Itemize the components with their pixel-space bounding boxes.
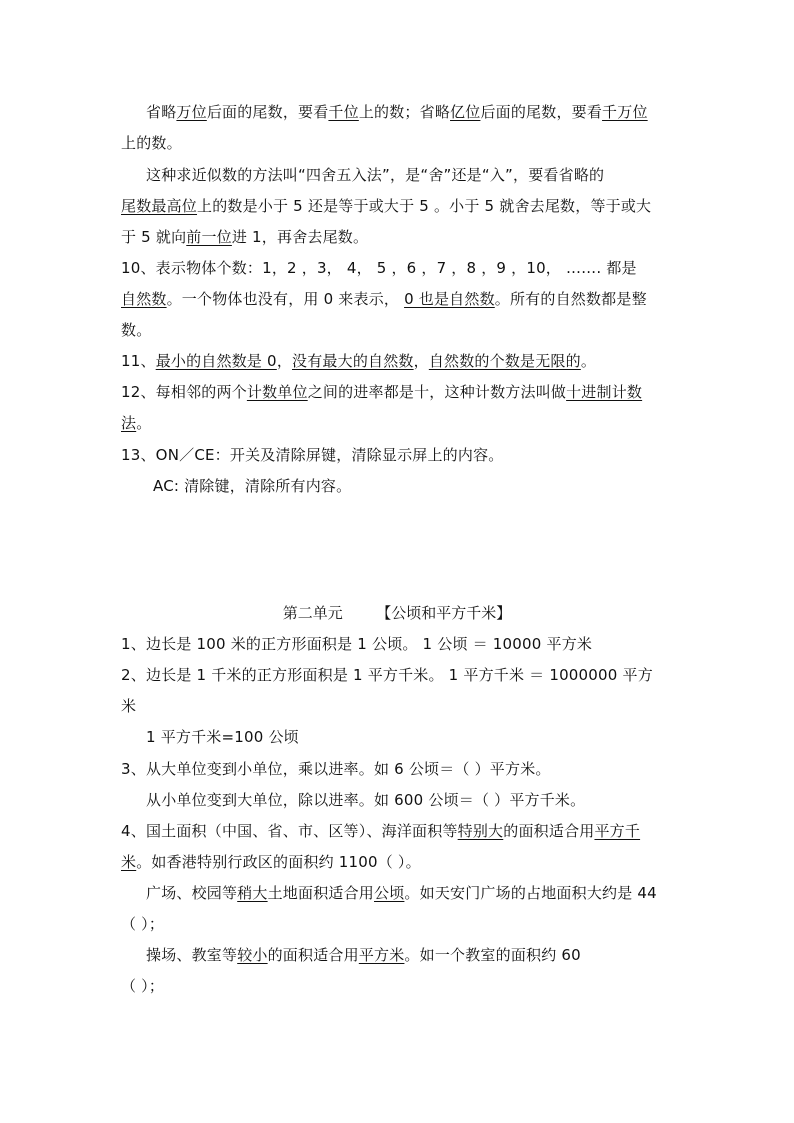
text-span: 。如天安门广场的占地面积大约是 44 xyxy=(404,884,657,902)
text-line xyxy=(146,789,702,811)
text-span: 1、边长是 100 米的正方形面积是 1 公顷。 1 公顷 ＝ 10000 平方米 xyxy=(121,635,593,653)
text-span: 。一个物体也没有，用 0 来表示， xyxy=(166,290,405,308)
text-line xyxy=(121,851,677,873)
underlined-term: 前一位 xyxy=(186,228,232,246)
text-span: 这种求近似数的方法叫“四舍五入法”，是“舍”还是“入”，要看省略的 xyxy=(146,166,605,184)
text-span: ， xyxy=(276,352,293,370)
unit-name: 第二单元 xyxy=(282,604,343,622)
text-line xyxy=(121,288,677,310)
text-span: 。如一个教室的面积约 60 xyxy=(404,946,581,964)
underlined-term: 特别大 xyxy=(457,822,504,840)
text-line xyxy=(121,975,677,997)
text-span: 于 5 就向 xyxy=(121,228,187,246)
underlined-term: 法 xyxy=(121,414,137,432)
text-span: AC: 清除键，清除所有内容。 xyxy=(153,477,352,495)
text-span: 数。 xyxy=(121,321,152,339)
text-line xyxy=(121,913,677,935)
text-span: 的面积适合用 xyxy=(267,946,359,964)
underlined-term: 自然数的个数是无限的 xyxy=(428,352,581,370)
text-line xyxy=(121,195,677,217)
text-span: （ ）； xyxy=(121,977,165,995)
underlined-term: 亿位 xyxy=(450,103,481,121)
text-span: 。如香港特别行政区的面积约 1100（ ）。 xyxy=(136,853,421,871)
text-line-wanwei xyxy=(146,101,702,123)
underlined-term: 较小 xyxy=(237,946,268,964)
unit-item-3 xyxy=(121,758,677,780)
text-span: 上的数。 xyxy=(121,134,182,152)
text-span: 从小单位变到大单位，除以进率。如 600 公顷＝（ ）平方千米。 xyxy=(146,791,586,809)
item-11 xyxy=(121,350,677,372)
text-span: 米 xyxy=(121,697,137,715)
underlined-term: 千位 xyxy=(328,103,359,121)
unit-item-1 xyxy=(121,633,677,655)
underlined-term: 尾数最高位 xyxy=(121,197,198,215)
underlined-term: 万位 xyxy=(176,103,207,121)
underlined-term: 千万位 xyxy=(602,103,648,121)
text-span: 上的数；省略 xyxy=(358,103,451,121)
underlined-term: 稍大 xyxy=(237,884,268,902)
text-span: 4、国土面积（中国、省、市、区等）、海洋面积等 xyxy=(121,822,458,840)
underlined-term: 平方千 xyxy=(594,822,641,840)
text-line-rounding xyxy=(146,164,702,186)
text-span: 省略 xyxy=(146,103,177,121)
text-span: 13、ON／CE：开关及清除屏键，清除显示屏上的内容。 xyxy=(121,446,504,464)
text-span: 11、 xyxy=(121,352,156,370)
text-span: 1 平方千米=100 公顷 xyxy=(146,728,299,746)
underlined-term: 自然数 xyxy=(121,290,167,308)
item-10 xyxy=(121,257,677,279)
text-line-ac xyxy=(153,475,709,497)
text-line xyxy=(121,226,677,248)
text-line xyxy=(146,726,702,748)
text-span: （ ）； xyxy=(121,915,165,933)
underlined-term: 平方米 xyxy=(358,946,405,964)
underlined-term: 最小的自然数是 0 xyxy=(155,352,277,370)
item-13 xyxy=(121,444,677,466)
underlined-term: 没有最大的自然数 xyxy=(292,352,414,370)
text-line xyxy=(146,944,702,966)
text-span: 操场、教室等 xyxy=(146,946,238,964)
text-span: 。 xyxy=(580,352,597,370)
text-span: 后面的尾数，要看 xyxy=(206,103,329,121)
underlined-term: 0 也是自然数 xyxy=(404,290,495,308)
text-line xyxy=(121,695,677,717)
text-span: 10、表示物体个数：1，2 ，3， 4， 5 ，6 ，7 ，8 ，9 ，10， ……. 都是 xyxy=(121,259,637,277)
underlined-term: 计数单位 xyxy=(246,383,308,401)
text-span: 。所有的自然数都是整 xyxy=(494,290,647,308)
text-span: 。 xyxy=(136,414,152,432)
text-span: 之间的进率都是十，这种计数方法叫做 xyxy=(307,383,567,401)
text-span: 的面积适合用 xyxy=(503,822,595,840)
text-line xyxy=(121,319,677,341)
text-line xyxy=(121,412,677,434)
text-span: 3、从大单位变到小单位，乘以进率。如 6 公顷＝（ ）平方米。 xyxy=(121,760,551,778)
text-span: 土地面积适合用 xyxy=(267,884,375,902)
text-span: 广场、校园等 xyxy=(146,884,238,902)
unit-topic: 【公顷和平方千米】 xyxy=(376,604,512,622)
text-line xyxy=(121,132,677,154)
text-line xyxy=(146,882,702,904)
unit-item-2 xyxy=(121,664,677,686)
text-span: 2、边长是 1 千米的正方形面积是 1 平方千米。 1 平方千米 ＝ 1000000 平方 xyxy=(121,666,653,684)
unit-item-4 xyxy=(121,820,677,842)
text-span: ， xyxy=(413,352,429,370)
text-span: 进 1，再舍去尾数。 xyxy=(231,228,369,246)
underlined-term: 十进制计数 xyxy=(566,383,643,401)
text-span: 后面的尾数，要看 xyxy=(480,103,603,121)
underlined-term: 米 xyxy=(121,853,137,871)
text-span: 上的数是小于 5 还是等于或大于 5 。小于 5 就舍去尾数，等于或大 xyxy=(197,197,652,215)
underlined-term: 公顷 xyxy=(374,884,405,902)
text-span: 12、每相邻的两个 xyxy=(121,383,247,401)
unit-title xyxy=(0,602,794,624)
item-12 xyxy=(121,381,677,403)
